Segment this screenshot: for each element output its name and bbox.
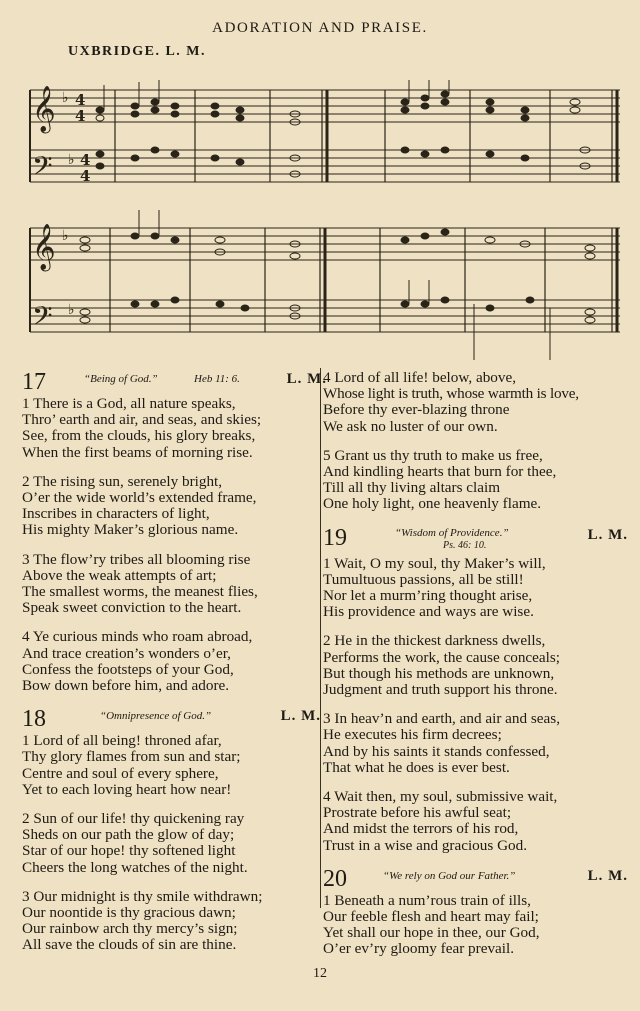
notes-system-1-treble (96, 91, 580, 125)
svg-text:𝄞: 𝄞 (32, 224, 56, 270)
verse-line: Sheds on our path the glow of day; (22, 826, 235, 844)
svg-text:♭: ♭ (68, 152, 75, 168)
svg-text:4: 4 (80, 167, 91, 185)
verse-line: We ask no luster of our own. (323, 417, 498, 435)
verse-line: Confess the footsteps of your God, (22, 660, 234, 678)
scripture-ref: Heb 11: 6. (194, 373, 240, 385)
verse-line: 3 In heav’n and earth, and air and seas, (323, 710, 560, 728)
treble-clef-icon: 𝄞 (32, 86, 56, 132)
verse-line: His providence and ways are wise. (323, 603, 534, 621)
column-right (323, 370, 628, 971)
verse-line: 2 The rising sun, serenely bright, (22, 472, 223, 490)
notes-system-1-bass (96, 147, 590, 177)
verse-line: Speak sweet conviction to the heart. (22, 599, 242, 617)
stanza (22, 811, 327, 876)
verse-line: Star of our hope! thy softened light (22, 842, 236, 860)
svg-text:4: 4 (75, 91, 86, 109)
verse-line: 3 Our midnight is thy smile withdrawn; (22, 887, 263, 905)
music-score (20, 80, 625, 365)
hymn-meter: L. M. (286, 371, 327, 387)
verse-line: See, from the clouds, his glory breaks, (22, 427, 256, 445)
hymn-title: “Being of God.” (84, 373, 158, 385)
stanza (22, 733, 327, 798)
verse-line: His mighty Maker’s glorious name. (22, 521, 239, 539)
stanza (22, 474, 327, 539)
hymn-17-heading (22, 370, 327, 396)
hymn-19-heading (323, 526, 628, 556)
verse-line: And kindling hearts that burn for thee, (323, 463, 557, 481)
verse-line: Inscribes in characters of light, (22, 505, 210, 523)
verse-line: When the first beams of morning rise. (22, 443, 253, 461)
verse-line: 4 Wait then, my soul, submissive wait, (323, 788, 558, 806)
stanza (22, 889, 327, 954)
verse-line: That what he does is ever best. (323, 758, 510, 776)
tune-meter: L. M. (165, 44, 207, 59)
hymn-title: “Wisdom of Providence.” (395, 526, 509, 539)
verse-line: 1 Lord of all being! throned afar, (22, 732, 222, 750)
staff-bass-1 (30, 150, 620, 182)
verse-line: O’er the wide world’s extended frame, (22, 489, 257, 507)
verse-line: Prostrate before his awful seat; (323, 804, 512, 822)
stanza (22, 396, 327, 461)
verse-line: 4 Lord of all life! below, above, (323, 369, 517, 386)
verse-line: Our rainbow arch thy mercy’s sign; (22, 920, 238, 938)
verse-line: Trust in a wise and gracious God. (323, 836, 528, 854)
verse-line: And trace creation’s wonders o’er, (22, 644, 231, 662)
scripture-ref: Ps. 46: 10. (443, 539, 487, 551)
svg-text:♭: ♭ (68, 302, 75, 318)
hymn-meter: L. M. (587, 526, 628, 543)
staff-treble-1 (30, 90, 620, 122)
verse-line: O’er ev’ry gloomy fear prevail. (323, 940, 515, 958)
verse-line: 1 There is a God, all nature speaks, (22, 395, 236, 412)
verse-line: Thy glory flames from sun and star; (22, 748, 241, 766)
verse-line: 1 Beneath a num’rous train of ills, (323, 891, 531, 909)
verse-line: Bow down before him, and adore. (22, 677, 230, 695)
hymn-number: 17 (22, 369, 46, 395)
svg-text:4: 4 (80, 151, 91, 169)
verse-line: Centre and soul of every sphere, (22, 764, 219, 782)
hymn-number: 20 (323, 865, 347, 892)
verse-line: Cheers the long watches of the night. (22, 858, 248, 876)
svg-text:♭: ♭ (62, 228, 69, 244)
verse-line: Nor let a murm’ring thought arise, (323, 587, 533, 605)
stanza (323, 893, 628, 958)
hymn-meter: L. M. (587, 867, 628, 884)
stanza (323, 556, 628, 621)
verse-line: Performs the work, the cause conceals; (323, 648, 561, 666)
notes-system-2-bass (80, 297, 595, 323)
hymn-number: 18 (22, 706, 46, 733)
verse-line: Whose light is truth, whose warmth is love, (323, 385, 579, 403)
verse-line: 4 Ye curious minds who roam abroad, (22, 628, 253, 646)
verse-line: Tumultuous passions, all be still! (323, 570, 524, 588)
verse-line: And midst the terrors of his rod, (323, 820, 519, 838)
verse-line: 1 Wait, O my soul, thy Maker’s will, (323, 554, 546, 572)
stanza (22, 552, 327, 617)
svg-text:4: 4 (75, 107, 86, 125)
verse-line: Yet to each loving heart how near! (22, 780, 232, 798)
stanza (323, 633, 628, 698)
verse-line: Thro’ earth and air, and seas, and skies; (22, 411, 262, 429)
verse-line: The smallest worms, the meanest flies, (22, 583, 258, 601)
hymn-title: “We rely on God our Father.” (383, 869, 516, 882)
svg-text:𝄢: 𝄢 (32, 300, 53, 338)
stanza (323, 711, 628, 776)
verse-line: Before thy ever-blazing throne (323, 401, 510, 419)
bass-clef-icon: 𝄢 (32, 150, 53, 188)
stanza (323, 789, 628, 854)
tune-heading (68, 44, 206, 60)
stanza (323, 448, 628, 513)
verse-line: 2 He in the thickest darkness dwells, (323, 632, 546, 650)
stanza (22, 629, 327, 694)
column-left (22, 370, 327, 967)
hymn-20-heading (323, 867, 628, 893)
tune-name: UXBRIDGE. (68, 44, 161, 59)
hymn-meter: L. M. (280, 708, 321, 725)
verse-line: One holy light, one heavenly flame. (323, 495, 542, 513)
verse-line: 5 Grant us thy truth to make us free, (323, 446, 543, 464)
verse-line: Till all thy living altars claim (323, 479, 501, 497)
hymn-title: “Omnipresence of God.” (100, 710, 212, 723)
verse-line: 3 The flow’ry tribes all blooming rise (22, 550, 251, 568)
hymn-18-heading (22, 707, 327, 733)
verse-line: Our noontide is thy gracious dawn; (22, 904, 236, 922)
verse-line: All save the clouds of sin are thine. (22, 936, 237, 954)
running-title: ADORATION AND PRAISE. (212, 20, 428, 36)
verse-line: And by his saints it stands confessed, (323, 742, 550, 760)
verse-line: Judgment and truth support his throne. (323, 681, 558, 699)
verse-line: Yet shall our hope in thee, our God, (323, 924, 540, 942)
page-number: 12 (313, 966, 327, 981)
hymn-number: 19 (323, 524, 347, 551)
verse-line: But though his methods are unknown, (323, 664, 555, 682)
verse-line: 2 Sun of our life! thy quickening ray (22, 810, 245, 828)
verse-line: Above the weak attempts of art; (22, 566, 217, 584)
stanza (323, 370, 628, 435)
svg-text:♭: ♭ (62, 90, 69, 106)
verse-line: He executes his firm decrees; (323, 726, 502, 744)
verse-line: Our feeble flesh and heart may fail; (323, 908, 539, 926)
